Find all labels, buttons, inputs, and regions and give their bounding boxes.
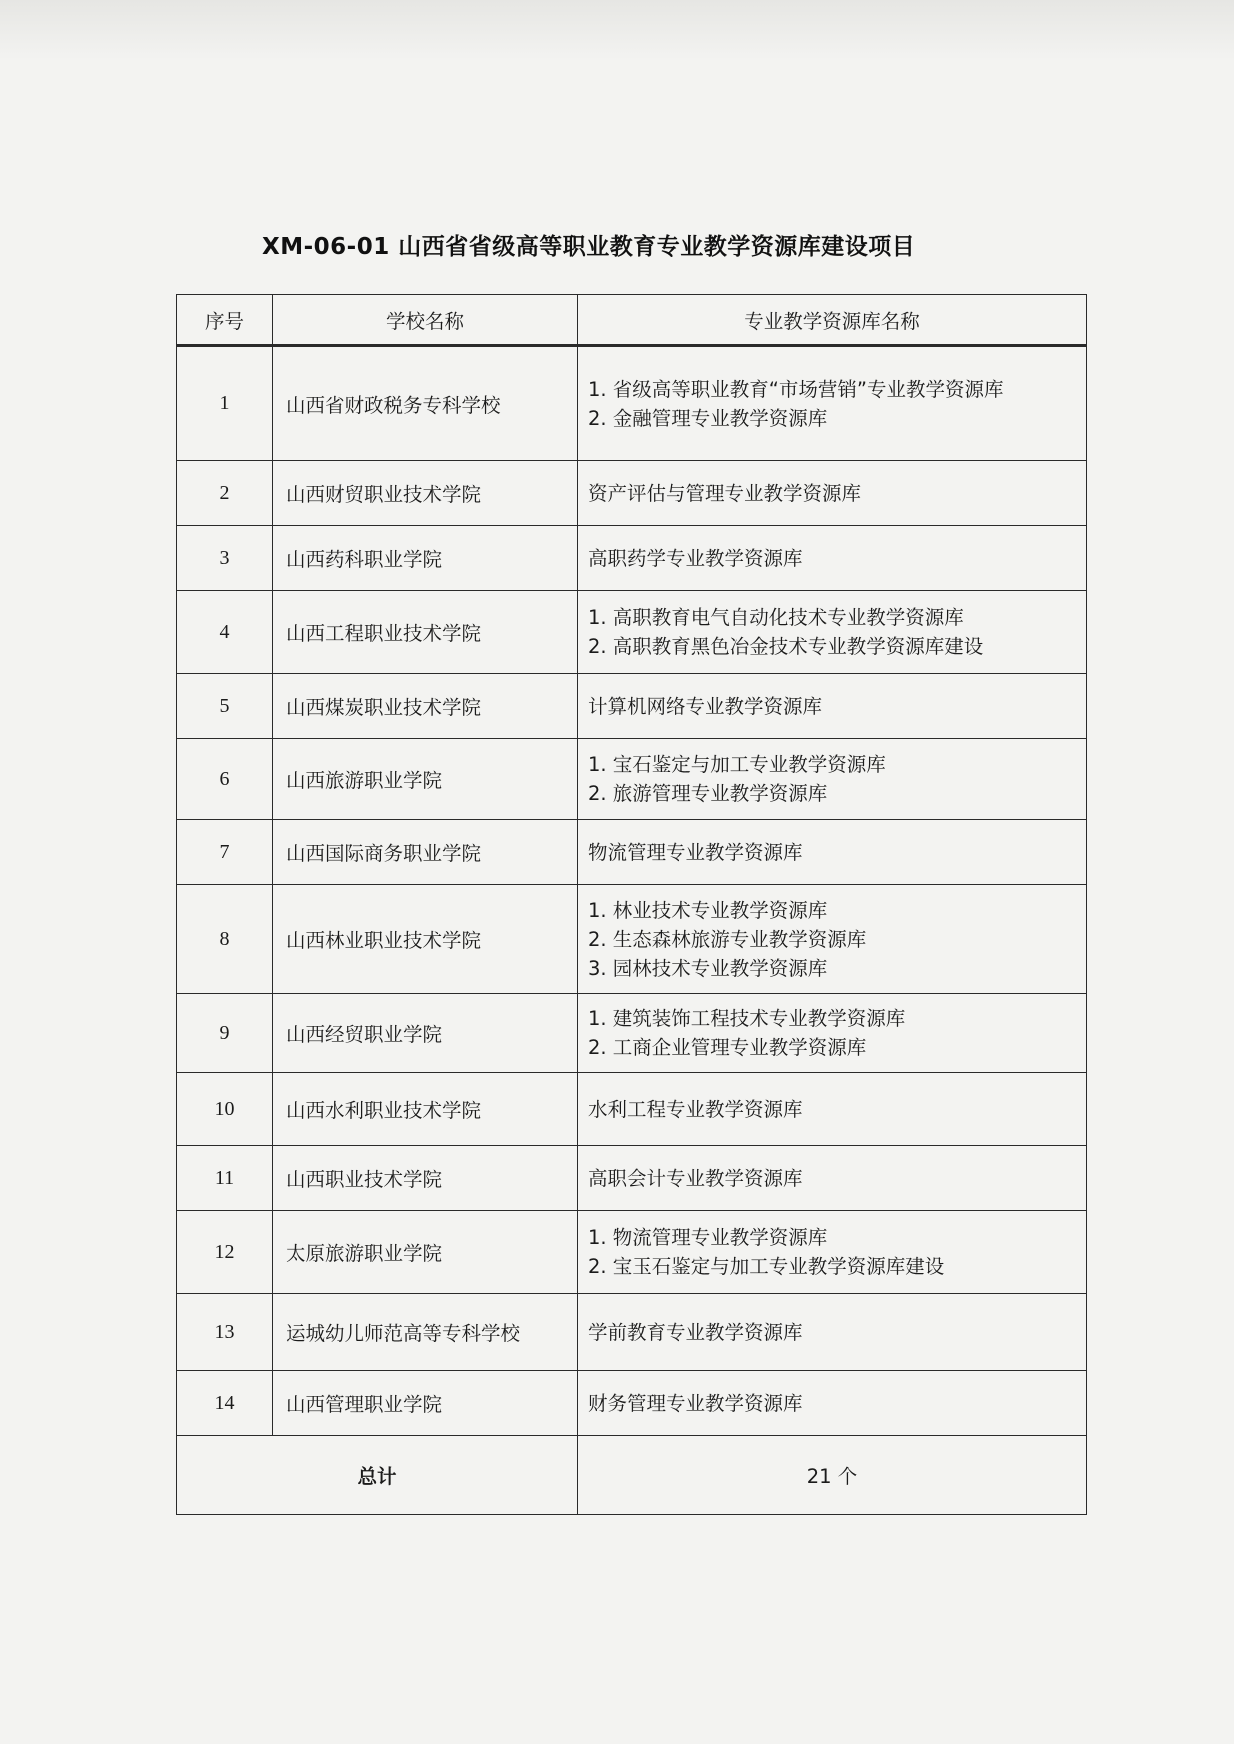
row-serial-number: 3 (177, 526, 273, 591)
row-serial-number: 14 (177, 1371, 273, 1436)
row-resource-libraries (578, 739, 1087, 820)
total-label: 总计 (177, 1436, 578, 1515)
row-serial-number: 4 (177, 591, 273, 674)
row-serial-number: 5 (177, 674, 273, 739)
resource-library-item: 水利工程专业教学资源库 (588, 1097, 803, 1121)
resource-library-item: 1. 宝石鉴定与加工专业教学资源库 (588, 753, 886, 776)
row-school-name: 山西工程职业技术学院 (273, 591, 578, 674)
resource-library-item: 资产评估与管理专业教学资源库 (588, 481, 862, 505)
row-serial-number: 10 (177, 1073, 273, 1146)
table-row (177, 1294, 1087, 1371)
resource-library-item: 1. 林业技术专业教学资源库 (588, 898, 828, 922)
row-school-name: 太原旅游职业学院 (273, 1211, 578, 1294)
row-serial-number: 2 (177, 461, 273, 526)
row-school-name: 山西财贸职业技术学院 (273, 461, 578, 526)
table-row (177, 1371, 1087, 1436)
row-resource-libraries (578, 1073, 1087, 1146)
table-row (177, 346, 1087, 461)
header-serial-number: 序号 (177, 295, 273, 346)
row-serial-number: 8 (177, 885, 273, 994)
header-resource-library-name: 专业教学资源库名称 (578, 295, 1087, 346)
row-school-name: 山西国际商务职业学院 (273, 820, 578, 885)
row-serial-number: 1 (177, 346, 273, 461)
table-body (177, 346, 1087, 1436)
table-row (177, 1146, 1087, 1211)
table-row (177, 526, 1087, 591)
resource-library-item: 计算机网络专业教学资源库 (588, 694, 823, 718)
header-school-name: 学校名称 (273, 295, 578, 346)
resource-library-item: 2. 生态森林旅游专业教学资源库 (588, 927, 867, 951)
row-resource-libraries (578, 674, 1087, 739)
resource-library-item: 高职药学专业教学资源库 (588, 546, 803, 570)
row-resource-libraries (578, 1146, 1087, 1211)
row-serial-number: 11 (177, 1146, 273, 1211)
table-row (177, 591, 1087, 674)
row-resource-libraries (578, 994, 1087, 1073)
row-resource-libraries (578, 1211, 1087, 1294)
row-resource-libraries (578, 1294, 1087, 1371)
row-school-name: 山西药科职业学院 (273, 526, 578, 591)
row-resource-libraries (578, 1371, 1087, 1436)
row-school-name: 山西职业技术学院 (273, 1146, 578, 1211)
resource-library-item: 2. 金融管理专业教学资源库 (588, 406, 828, 430)
resource-library-item: 1. 省级高等职业教育“市场营销”专业教学资源库 (588, 377, 1004, 401)
row-school-name: 山西管理职业学院 (273, 1371, 578, 1436)
resource-library-item: 2. 旅游管理专业教学资源库 (588, 782, 828, 805)
resource-library-item: 2. 高职教育黑色冶金技术专业教学资源库建设 (588, 635, 984, 658)
resource-library-item: 1. 高职教育电气自动化技术专业教学资源库 (588, 606, 964, 629)
resource-library-item: 1. 建筑装饰工程技术专业教学资源库 (588, 1007, 906, 1030)
row-school-name: 山西煤炭职业技术学院 (273, 674, 578, 739)
table-row (177, 674, 1087, 739)
row-school-name: 山西水利职业技术学院 (273, 1073, 578, 1146)
row-school-name: 山西省财政税务专科学校 (273, 346, 578, 461)
row-serial-number: 9 (177, 994, 273, 1073)
row-serial-number: 6 (177, 739, 273, 820)
resource-library-table (176, 294, 1087, 1515)
resource-library-item: 学前教育专业教学资源库 (588, 1320, 803, 1344)
resource-library-item: 2. 宝玉石鉴定与加工专业教学资源库建设 (588, 1255, 945, 1278)
page-title: XM-06-01 山西省省级高等职业教育专业教学资源库建设项目 (262, 234, 916, 260)
row-serial-number: 7 (177, 820, 273, 885)
table-row (177, 739, 1087, 820)
table-row (177, 994, 1087, 1073)
table-row (177, 1211, 1087, 1294)
resource-library-item: 财务管理专业教学资源库 (588, 1391, 803, 1415)
table-row (177, 820, 1087, 885)
row-serial-number: 12 (177, 1211, 273, 1294)
resource-library-item: 3. 园林技术专业教学资源库 (588, 956, 828, 980)
resource-library-item: 物流管理专业教学资源库 (588, 840, 803, 864)
row-school-name: 运城幼儿师范高等专科学校 (273, 1294, 578, 1371)
resource-library-item: 2. 工商企业管理专业教学资源库 (588, 1036, 867, 1059)
table-header-row (177, 295, 1087, 346)
resource-library-item: 1. 物流管理专业教学资源库 (588, 1226, 828, 1249)
table-row (177, 461, 1087, 526)
total-value: 21 个 (578, 1436, 1087, 1515)
row-resource-libraries (578, 820, 1087, 885)
row-school-name: 山西经贸职业学院 (273, 994, 578, 1073)
row-serial-number: 13 (177, 1294, 273, 1371)
row-school-name: 山西林业职业技术学院 (273, 885, 578, 994)
scan-shading (0, 0, 1234, 60)
row-resource-libraries (578, 591, 1087, 674)
row-resource-libraries (578, 885, 1087, 994)
table-row (177, 1073, 1087, 1146)
row-resource-libraries (578, 526, 1087, 591)
table-row (177, 885, 1087, 994)
row-resource-libraries (578, 461, 1087, 526)
resource-library-item: 高职会计专业教学资源库 (588, 1166, 803, 1190)
row-school-name: 山西旅游职业学院 (273, 739, 578, 820)
total-row (177, 1436, 1087, 1515)
row-resource-libraries (578, 346, 1087, 461)
